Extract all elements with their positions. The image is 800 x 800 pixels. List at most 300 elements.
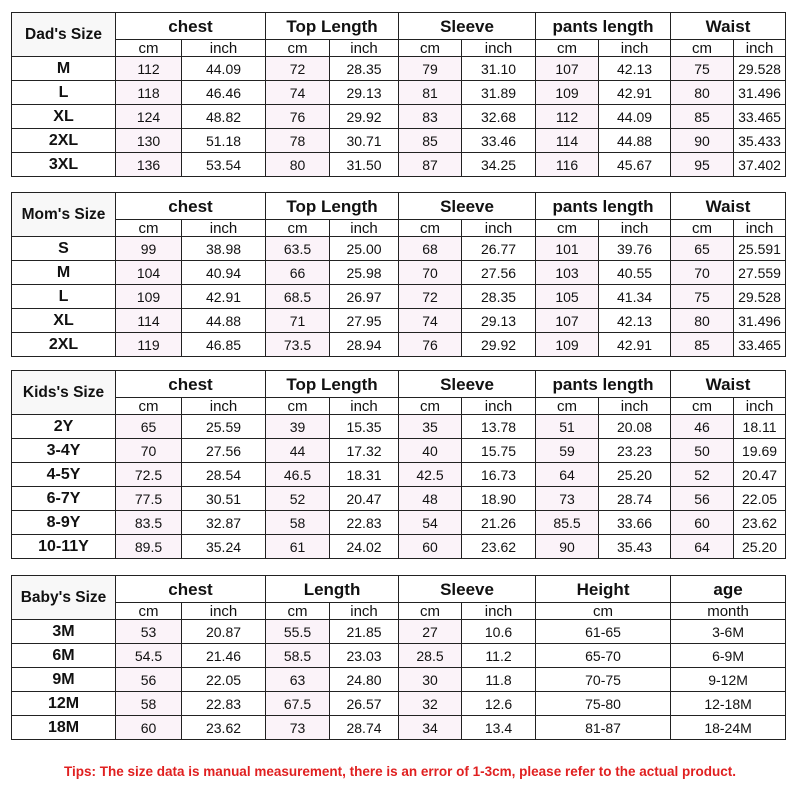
table-cell: 136: [116, 153, 182, 177]
table-cell: 25.59: [182, 415, 266, 439]
table-cell: 24.02: [330, 535, 399, 559]
column-group-header: Top Length: [266, 371, 399, 398]
table-cell: 30: [399, 668, 462, 692]
moms-size-table: [11, 192, 786, 357]
table-cell: 28.35: [330, 57, 399, 81]
table-cell: 44.88: [182, 309, 266, 333]
table-cell: 28.74: [599, 487, 671, 511]
table-cell: 118: [116, 81, 182, 105]
unit-header: cm: [116, 220, 182, 237]
table-cell: 80: [671, 81, 734, 105]
group-header-row: [12, 576, 786, 603]
table-cell: 30.71: [330, 129, 399, 153]
table-cell: 58.5: [266, 644, 330, 668]
table-cell: 71: [266, 309, 330, 333]
table-row: [12, 129, 786, 153]
table-cell: 99: [116, 237, 182, 261]
size-label: XL: [12, 105, 116, 129]
table-cell: 87: [399, 153, 462, 177]
table-cell: 23.62: [734, 511, 786, 535]
table-cell: 26.77: [462, 237, 536, 261]
table-cell: 112: [116, 57, 182, 81]
table-cell: 35: [399, 415, 462, 439]
table-row: [12, 463, 786, 487]
table-cell: 30.51: [182, 487, 266, 511]
table-row: [12, 237, 786, 261]
table-cell: 63.5: [266, 237, 330, 261]
unit-header: cm: [399, 603, 462, 620]
table-cell: 33.465: [734, 333, 786, 357]
size-label: 2XL: [12, 333, 116, 357]
unit-header: cm: [671, 40, 734, 57]
table-cell: 46.46: [182, 81, 266, 105]
column-group-header: pants length: [536, 13, 671, 40]
table-cell: 21.26: [462, 511, 536, 535]
table-cell: 104: [116, 261, 182, 285]
column-group-header: Length: [266, 576, 399, 603]
size-label: 4-5Y: [12, 463, 116, 487]
table-cell: 25.00: [330, 237, 399, 261]
table-cell: 73: [266, 716, 330, 740]
table-row: [12, 57, 786, 81]
table-cell: 51: [536, 415, 599, 439]
dads-size-table: [11, 12, 786, 177]
table-cell: 52: [266, 487, 330, 511]
column-group-header: Top Length: [266, 193, 399, 220]
table-cell: 44.88: [599, 129, 671, 153]
table-cell: 37.402: [734, 153, 786, 177]
table-row: [12, 153, 786, 177]
table-cell: 46.5: [266, 463, 330, 487]
table-cell: 48.82: [182, 105, 266, 129]
unit-header: cm: [116, 398, 182, 415]
unit-header: inch: [734, 40, 786, 57]
table-cell: 32.68: [462, 105, 536, 129]
table-cell: 39: [266, 415, 330, 439]
unit-header: inch: [599, 220, 671, 237]
table-cell: 22.05: [734, 487, 786, 511]
table-cell: 23.62: [462, 535, 536, 559]
table-cell: 44: [266, 439, 330, 463]
table-cell: 75-80: [536, 692, 671, 716]
table-cell: 67.5: [266, 692, 330, 716]
table-cell: 114: [536, 129, 599, 153]
table-cell: 20.47: [734, 463, 786, 487]
column-group-header: pants length: [536, 371, 671, 398]
table-cell: 18.90: [462, 487, 536, 511]
table-cell: 61-65: [536, 620, 671, 644]
table-cell: 85: [399, 129, 462, 153]
table-cell: 107: [536, 309, 599, 333]
table-cell: 42.91: [599, 333, 671, 357]
table-cell: 109: [536, 81, 599, 105]
table-cell: 12.6: [462, 692, 536, 716]
table-cell: 13.4: [462, 716, 536, 740]
column-group-header: Top Length: [266, 13, 399, 40]
table-cell: 39.76: [599, 237, 671, 261]
table-cell: 32: [399, 692, 462, 716]
table-cell: 64: [671, 535, 734, 559]
table-cell: 78: [266, 129, 330, 153]
table-cell: 28.54: [182, 463, 266, 487]
table-cell: 116: [536, 153, 599, 177]
table-cell: 74: [266, 81, 330, 105]
size-label: M: [12, 261, 116, 285]
table-cell: 65: [671, 237, 734, 261]
size-label: L: [12, 285, 116, 309]
table-row: [12, 415, 786, 439]
table-row: [12, 511, 786, 535]
table-cell: 74: [399, 309, 462, 333]
unit-header: inch: [330, 220, 399, 237]
unit-header: inch: [599, 40, 671, 57]
column-group-header: Sleeve: [399, 13, 536, 40]
table-cell: 85.5: [536, 511, 599, 535]
table-cell: 59: [536, 439, 599, 463]
table-cell: 42.13: [599, 309, 671, 333]
table-cell: 27.559: [734, 261, 786, 285]
table-cell: 42.13: [599, 57, 671, 81]
unit-header-row: [12, 603, 786, 620]
size-label: 2XL: [12, 129, 116, 153]
table-cell: 60: [116, 716, 182, 740]
unit-header: inch: [182, 40, 266, 57]
unit-header: inch: [330, 40, 399, 57]
table-cell: 56: [116, 668, 182, 692]
column-group-header: Waist: [671, 371, 786, 398]
table-cell: 20.87: [182, 620, 266, 644]
table-row: [12, 692, 786, 716]
table-cell: 109: [116, 285, 182, 309]
table-cell: 25.20: [734, 535, 786, 559]
column-group-header: Sleeve: [399, 371, 536, 398]
size-label: XL: [12, 309, 116, 333]
table-cell: 72: [266, 57, 330, 81]
table-cell: 53.54: [182, 153, 266, 177]
table-cell: 89.5: [116, 535, 182, 559]
table-cell: 27.95: [330, 309, 399, 333]
tips-note: Tips: The size data is manual measurement, there is an error of 1-3cm, please refer to the actual product.: [64, 764, 736, 779]
table-cell: 23.62: [182, 716, 266, 740]
table-cell: 130: [116, 129, 182, 153]
table-cell: 31.89: [462, 81, 536, 105]
table-cell: 76: [399, 333, 462, 357]
table-cell: 109: [536, 333, 599, 357]
column-group-header: chest: [116, 193, 266, 220]
table-cell: 15.75: [462, 439, 536, 463]
size-label: 10-11Y: [12, 535, 116, 559]
unit-header: cm: [671, 398, 734, 415]
unit-header: inch: [182, 603, 266, 620]
unit-header: cm: [116, 603, 182, 620]
table-cell: 3-6M: [671, 620, 786, 644]
table-row: [12, 285, 786, 309]
table-cell: 25.98: [330, 261, 399, 285]
table-cell: 16.73: [462, 463, 536, 487]
table-cell: 25.20: [599, 463, 671, 487]
column-group-header: pants length: [536, 193, 671, 220]
table-cell: 46.85: [182, 333, 266, 357]
table-cell: 22.83: [330, 511, 399, 535]
group-header-row: [12, 13, 786, 40]
size-label: L: [12, 81, 116, 105]
table-cell: 44.09: [182, 57, 266, 81]
table-cell: 64: [536, 463, 599, 487]
table-cell: 35.24: [182, 535, 266, 559]
table-cell: 44.09: [599, 105, 671, 129]
table-cell: 18.31: [330, 463, 399, 487]
table-cell: 85: [671, 333, 734, 357]
table-cell: 31.496: [734, 309, 786, 333]
size-label: 3M: [12, 620, 116, 644]
table-row: [12, 620, 786, 644]
table-title: Mom's Size: [12, 193, 116, 237]
table-row: [12, 644, 786, 668]
column-group-header: Waist: [671, 193, 786, 220]
table-cell: 65: [116, 415, 182, 439]
size-label: S: [12, 237, 116, 261]
column-group-header: chest: [116, 371, 266, 398]
table-cell: 28.74: [330, 716, 399, 740]
table-cell: 79: [399, 57, 462, 81]
table-cell: 83.5: [116, 511, 182, 535]
table-cell: 112: [536, 105, 599, 129]
size-label: 8-9Y: [12, 511, 116, 535]
table-cell: 103: [536, 261, 599, 285]
table-cell: 119: [116, 333, 182, 357]
table-cell: 22.05: [182, 668, 266, 692]
table-title: Baby's Size: [12, 576, 116, 620]
table-cell: 41.34: [599, 285, 671, 309]
table-cell: 68: [399, 237, 462, 261]
table-cell: 54: [399, 511, 462, 535]
table-cell: 32.87: [182, 511, 266, 535]
size-label: 3XL: [12, 153, 116, 177]
unit-header: cm: [671, 220, 734, 237]
table-cell: 70: [116, 439, 182, 463]
table-cell: 15.35: [330, 415, 399, 439]
unit-header-row: [12, 40, 786, 57]
table-cell: 70: [399, 261, 462, 285]
unit-header: inch: [462, 220, 536, 237]
size-label: 18M: [12, 716, 116, 740]
unit-header: cm: [536, 398, 599, 415]
unit-header-row: [12, 398, 786, 415]
table-cell: 40.55: [599, 261, 671, 285]
table-cell: 12-18M: [671, 692, 786, 716]
table-cell: 75: [671, 57, 734, 81]
unit-header: month: [671, 603, 786, 620]
table-cell: 60: [399, 535, 462, 559]
table-cell: 33.465: [734, 105, 786, 129]
table-cell: 42.5: [399, 463, 462, 487]
table-cell: 83: [399, 105, 462, 129]
table-row: [12, 535, 786, 559]
table-row: [12, 81, 786, 105]
table-cell: 52: [671, 463, 734, 487]
table-cell: 76: [266, 105, 330, 129]
table-cell: 54.5: [116, 644, 182, 668]
column-group-header: Height: [536, 576, 671, 603]
table-title: Kids's Size: [12, 371, 116, 415]
unit-header: inch: [330, 603, 399, 620]
table-row: [12, 487, 786, 511]
table-cell: 25.591: [734, 237, 786, 261]
table-cell: 34.25: [462, 153, 536, 177]
column-group-header: age: [671, 576, 786, 603]
table-cell: 51.18: [182, 129, 266, 153]
table-title: Dad's Size: [12, 13, 116, 57]
table-cell: 19.69: [734, 439, 786, 463]
table-cell: 33.66: [599, 511, 671, 535]
table-cell: 80: [266, 153, 330, 177]
table-cell: 81: [399, 81, 462, 105]
table-cell: 124: [116, 105, 182, 129]
unit-header: cm: [536, 40, 599, 57]
table-row: [12, 309, 786, 333]
unit-header-row: [12, 220, 786, 237]
table-cell: 20.47: [330, 487, 399, 511]
group-header-row: [12, 371, 786, 398]
table-cell: 101: [536, 237, 599, 261]
size-label: 3-4Y: [12, 439, 116, 463]
table-cell: 46: [671, 415, 734, 439]
table-row: [12, 333, 786, 357]
table-cell: 21.46: [182, 644, 266, 668]
column-group-header: Sleeve: [399, 193, 536, 220]
table-cell: 73: [536, 487, 599, 511]
table-cell: 73.5: [266, 333, 330, 357]
table-cell: 11.8: [462, 668, 536, 692]
table-cell: 95: [671, 153, 734, 177]
table-cell: 28.35: [462, 285, 536, 309]
table-cell: 48: [399, 487, 462, 511]
table-cell: 42.91: [599, 81, 671, 105]
column-group-header: chest: [116, 576, 266, 603]
table-cell: 35.433: [734, 129, 786, 153]
table-cell: 63: [266, 668, 330, 692]
table-row: [12, 716, 786, 740]
table-cell: 13.78: [462, 415, 536, 439]
table-row: [12, 439, 786, 463]
table-cell: 29.92: [462, 333, 536, 357]
unit-header: cm: [399, 398, 462, 415]
table-cell: 23.23: [599, 439, 671, 463]
table-cell: 77.5: [116, 487, 182, 511]
table-cell: 40: [399, 439, 462, 463]
table-cell: 40.94: [182, 261, 266, 285]
unit-header: cm: [399, 220, 462, 237]
unit-header: cm: [266, 398, 330, 415]
table-cell: 20.08: [599, 415, 671, 439]
table-cell: 81-87: [536, 716, 671, 740]
table-cell: 29.13: [462, 309, 536, 333]
table-cell: 29.13: [330, 81, 399, 105]
size-label: 12M: [12, 692, 116, 716]
size-label: M: [12, 57, 116, 81]
table-cell: 107: [536, 57, 599, 81]
table-cell: 68.5: [266, 285, 330, 309]
table-cell: 70-75: [536, 668, 671, 692]
table-cell: 50: [671, 439, 734, 463]
table-cell: 23.03: [330, 644, 399, 668]
table-row: [12, 105, 786, 129]
table-cell: 9-12M: [671, 668, 786, 692]
table-cell: 66: [266, 261, 330, 285]
unit-header: inch: [462, 398, 536, 415]
table-cell: 10.6: [462, 620, 536, 644]
table-cell: 72.5: [116, 463, 182, 487]
unit-header: cm: [266, 603, 330, 620]
table-cell: 45.67: [599, 153, 671, 177]
table-cell: 34: [399, 716, 462, 740]
unit-header: inch: [330, 398, 399, 415]
size-label: 2Y: [12, 415, 116, 439]
table-cell: 90: [671, 129, 734, 153]
unit-header: inch: [734, 398, 786, 415]
table-cell: 58: [116, 692, 182, 716]
table-cell: 105: [536, 285, 599, 309]
table-cell: 18.11: [734, 415, 786, 439]
table-cell: 61: [266, 535, 330, 559]
table-cell: 27: [399, 620, 462, 644]
table-cell: 26.57: [330, 692, 399, 716]
table-row: [12, 668, 786, 692]
table-cell: 28.94: [330, 333, 399, 357]
column-group-header: Sleeve: [399, 576, 536, 603]
table-cell: 28.5: [399, 644, 462, 668]
table-cell: 17.32: [330, 439, 399, 463]
unit-header: inch: [182, 398, 266, 415]
table-cell: 27.56: [462, 261, 536, 285]
unit-header: cm: [116, 40, 182, 57]
table-cell: 11.2: [462, 644, 536, 668]
table-cell: 42.91: [182, 285, 266, 309]
table-cell: 80: [671, 309, 734, 333]
table-cell: 53: [116, 620, 182, 644]
table-cell: 58: [266, 511, 330, 535]
table-cell: 33.46: [462, 129, 536, 153]
unit-header: cm: [266, 220, 330, 237]
table-cell: 90: [536, 535, 599, 559]
table-row: [12, 261, 786, 285]
table-cell: 18-24M: [671, 716, 786, 740]
table-cell: 26.97: [330, 285, 399, 309]
table-cell: 70: [671, 261, 734, 285]
unit-header: inch: [462, 603, 536, 620]
unit-header: cm: [399, 40, 462, 57]
table-cell: 56: [671, 487, 734, 511]
size-label: 6M: [12, 644, 116, 668]
table-cell: 114: [116, 309, 182, 333]
size-label: 9M: [12, 668, 116, 692]
table-cell: 22.83: [182, 692, 266, 716]
table-cell: 65-70: [536, 644, 671, 668]
unit-header: inch: [182, 220, 266, 237]
table-cell: 21.85: [330, 620, 399, 644]
column-group-header: chest: [116, 13, 266, 40]
table-cell: 31.496: [734, 81, 786, 105]
table-cell: 85: [671, 105, 734, 129]
unit-header: cm: [536, 603, 671, 620]
unit-header: cm: [536, 220, 599, 237]
table-cell: 29.528: [734, 57, 786, 81]
table-cell: 24.80: [330, 668, 399, 692]
table-cell: 31.50: [330, 153, 399, 177]
unit-header: inch: [599, 398, 671, 415]
table-cell: 55.5: [266, 620, 330, 644]
unit-header: inch: [462, 40, 536, 57]
